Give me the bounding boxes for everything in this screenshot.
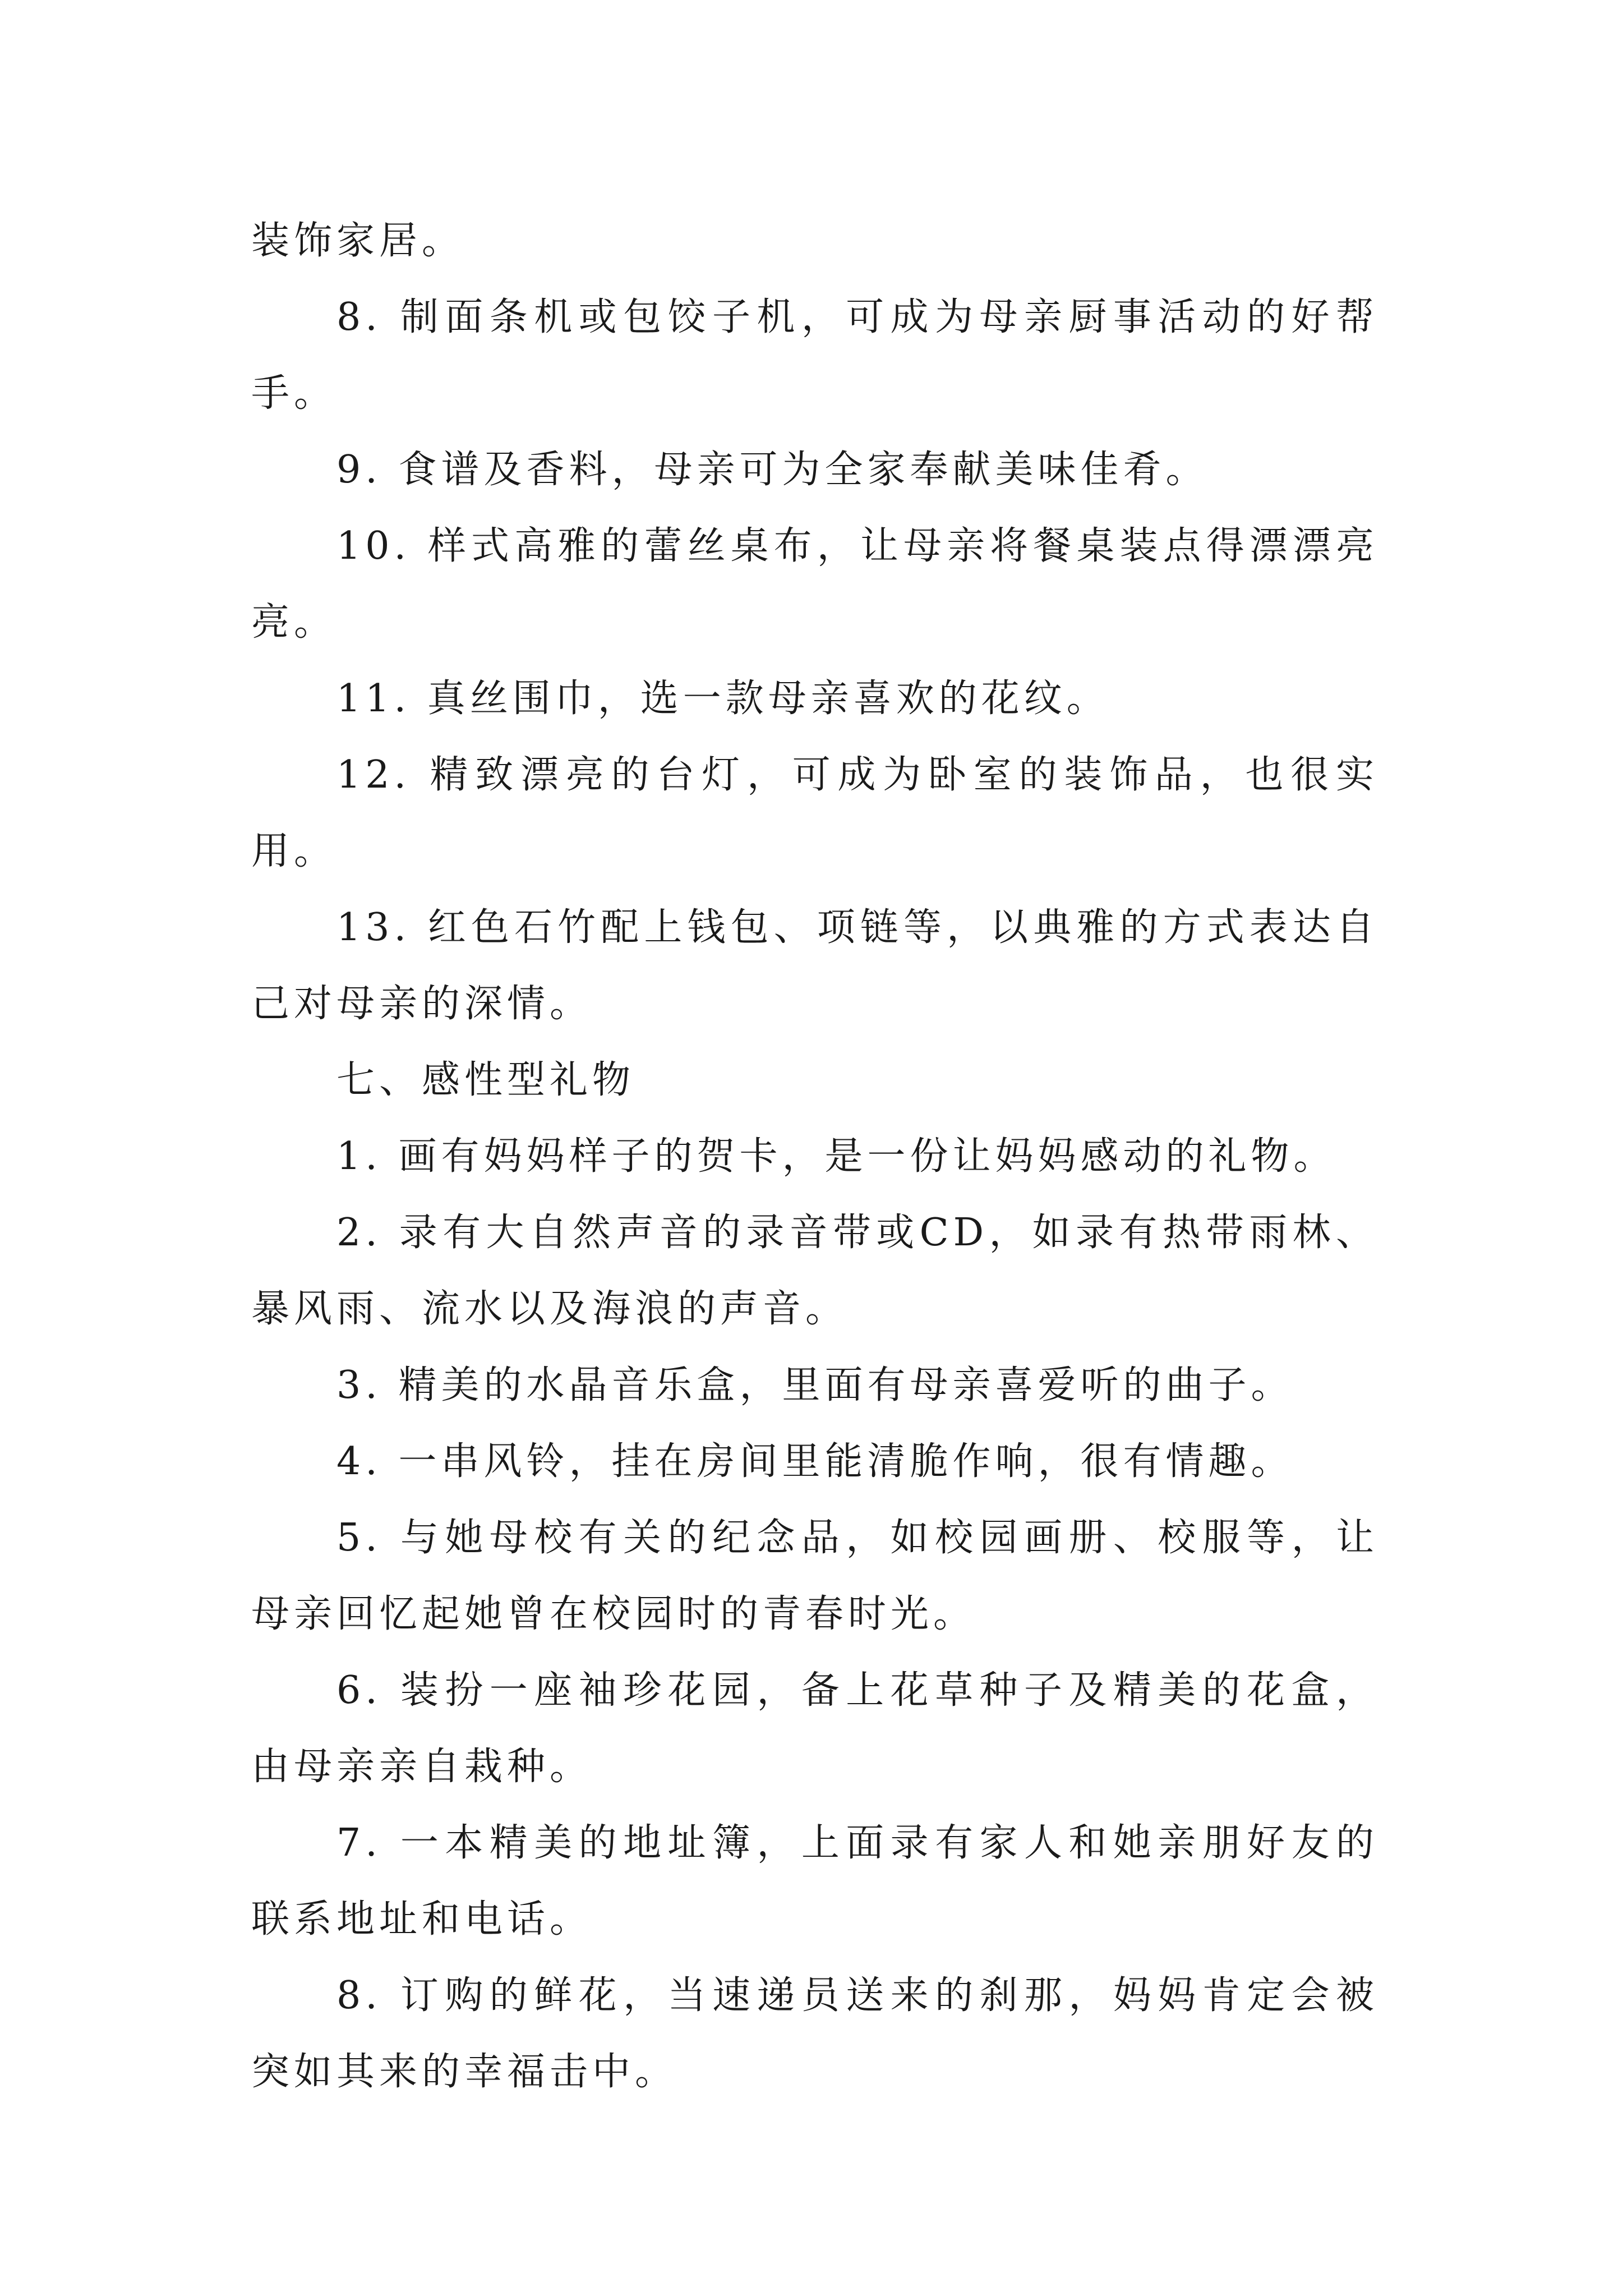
document-body: [251, 203, 1378, 2110]
list-item-4-wind-chime: 4. 一串风铃，挂在房间里能清脆作响，很有情趣。: [336, 1439, 1294, 1484]
list-item-9-recipes: 9. 食谱及香料，母亲可为全家奉献美味佳肴。: [336, 448, 1209, 492]
list-item-6-mini-garden: 6. 装扮一座袖珍花园，备上花草种子及精美的花盒，由母亲亲自栽种。: [251, 1668, 1378, 1789]
list-item-1-card: 1. 画有妈妈样子的贺卡，是一份让妈妈感动的礼物。: [336, 1134, 1336, 1179]
list-item-7-address-book: 7. 一本精美的地址簿，上面录有家人和她亲朋好友的联系地址和电话。: [251, 1821, 1378, 1941]
list-item-3-music-box: 3. 精美的水晶音乐盒，里面有母亲喜爱听的曲子。: [336, 1363, 1294, 1407]
list-item-8-noodle-machine: 8. 制面条机或包饺子机，可成为母亲厨事活动的好帮手。: [251, 295, 1378, 416]
section-heading-emotional-gifts: 七、感性型礼物: [336, 1058, 635, 1102]
paragraph-continuation: 装饰家居。: [251, 219, 465, 263]
list-item-11-scarf: 11. 真丝围巾，选一款母亲喜欢的花纹。: [336, 677, 1109, 721]
list-item-8-flowers: 8. 订购的鲜花，当速递员送来的刹那，妈妈肯定会被突如其来的幸福击中。: [251, 1973, 1378, 2094]
list-item-10-tablecloth: 10. 样式高雅的蕾丝桌布，让母亲将餐桌装点得漂漂亮亮。: [251, 524, 1378, 645]
list-item-5-alma-mater: 5. 与她母校有关的纪念品，如校园画册、校服等，让母亲回忆起她曾在校园时的青春时光。: [251, 1516, 1378, 1636]
list-item-13-carnation: 13. 红色石竹配上钱包、项链等，以典雅的方式表达自己对母亲的深情。: [251, 905, 1378, 1026]
list-item-2-nature-sounds: 2. 录有大自然声音的录音带或CD，如录有热带雨林、暴风雨、流水以及海浪的声音。: [251, 1211, 1378, 1331]
list-item-12-lamp: 12. 精致漂亮的台灯，可成为卧室的装饰品，也很实用。: [251, 753, 1378, 873]
